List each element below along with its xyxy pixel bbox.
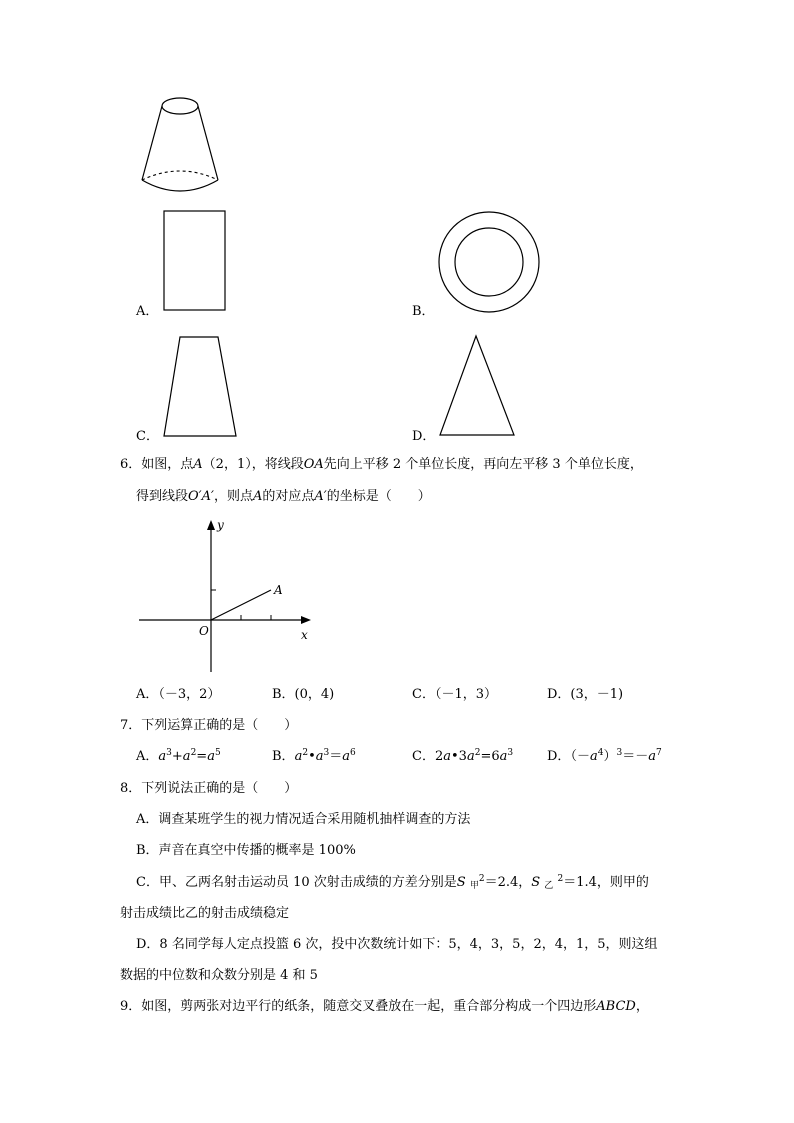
point-a-label: A [274, 583, 283, 597]
q8-option-d-line1[interactable]: D．8 名同学每人定点投篮 6 次，投中次数统计如下：5，4，3，5，2，4，1，5，则这组 [136, 937, 658, 952]
x-axis-arrow [301, 616, 311, 624]
q6-coordinate-graph [135, 515, 320, 675]
q5-option-a-label[interactable]: A． [136, 304, 159, 319]
q8-option-c-line2: 射击成绩比乙的射击成绩稳定 [120, 906, 290, 921]
q5-option-c-label[interactable]: C． [136, 429, 159, 444]
q7-option-a[interactable]: A．$a^3+a^2=a^5$ [136, 748, 221, 764]
q6-option-c[interactable]: C．（－1，3） [412, 687, 497, 702]
q9-stem: 9．如图，剪两张对边平行的纸条，随意交叉叠放在一起，重合部分构成一个四边形ABCD， [120, 999, 649, 1014]
y-axis-arrow [207, 520, 215, 530]
q8-option-a[interactable]: A．调查某班学生的视力情况适合采用随机抽样调查的方法 [136, 812, 471, 827]
q5-option-b-label[interactable]: B． [412, 304, 435, 319]
y-axis-label: y [217, 518, 224, 532]
q5-option-d-triangle[interactable] [438, 334, 518, 438]
q5-option-d-label[interactable]: D． [412, 429, 436, 444]
q6-stem-line1: 6．如图，点A（2，1），将线段OA先向上平移 2 个单位长度，再向左平移 3 个单位长度， [120, 457, 643, 472]
q7-option-b[interactable]: B．$a^2•a^3=a^6$ [272, 748, 356, 764]
q7-option-d[interactable]: D．$(-a^4)^3=-a^7$ [547, 748, 662, 764]
x-axis-label: x [301, 628, 308, 642]
q8-option-d-line2: 数据的中位数和众数分别是 4 和 5 [120, 968, 318, 983]
q5-option-a-rectangle[interactable] [163, 210, 227, 312]
q7-stem: 7．下列运算正确的是（ ） [120, 718, 298, 733]
q6-option-b[interactable]: B．(0，4) [272, 687, 335, 702]
frustum-solid-figure [132, 92, 228, 196]
q6-option-a[interactable]: A．（－3，2） [136, 687, 221, 702]
q8-option-c-line1[interactable]: C．甲、乙两名射击运动员 10 次射击成绩的方差分别是S $_甲^2$＝2.4，S $_乙$ $^2$＝1.4，则甲的 [136, 874, 649, 891]
q6-stem-line2: 得到线段O′A′，则点A的对应点A′的坐标是（ ） [136, 489, 431, 504]
origin-label: O [199, 624, 209, 638]
q5-option-b-ring[interactable] [437, 210, 541, 314]
q8-option-b[interactable]: B．声音在真空中传播的概率是 100% [136, 843, 356, 858]
q8-stem: 8．下列说法正确的是（ ） [120, 781, 298, 796]
q6-option-d[interactable]: D．(3，－1) [547, 687, 624, 702]
q7-option-c[interactable]: C．$2a•3a^2=6a^3$ [412, 748, 514, 764]
q5-option-c-trapezoid[interactable] [160, 335, 240, 439]
